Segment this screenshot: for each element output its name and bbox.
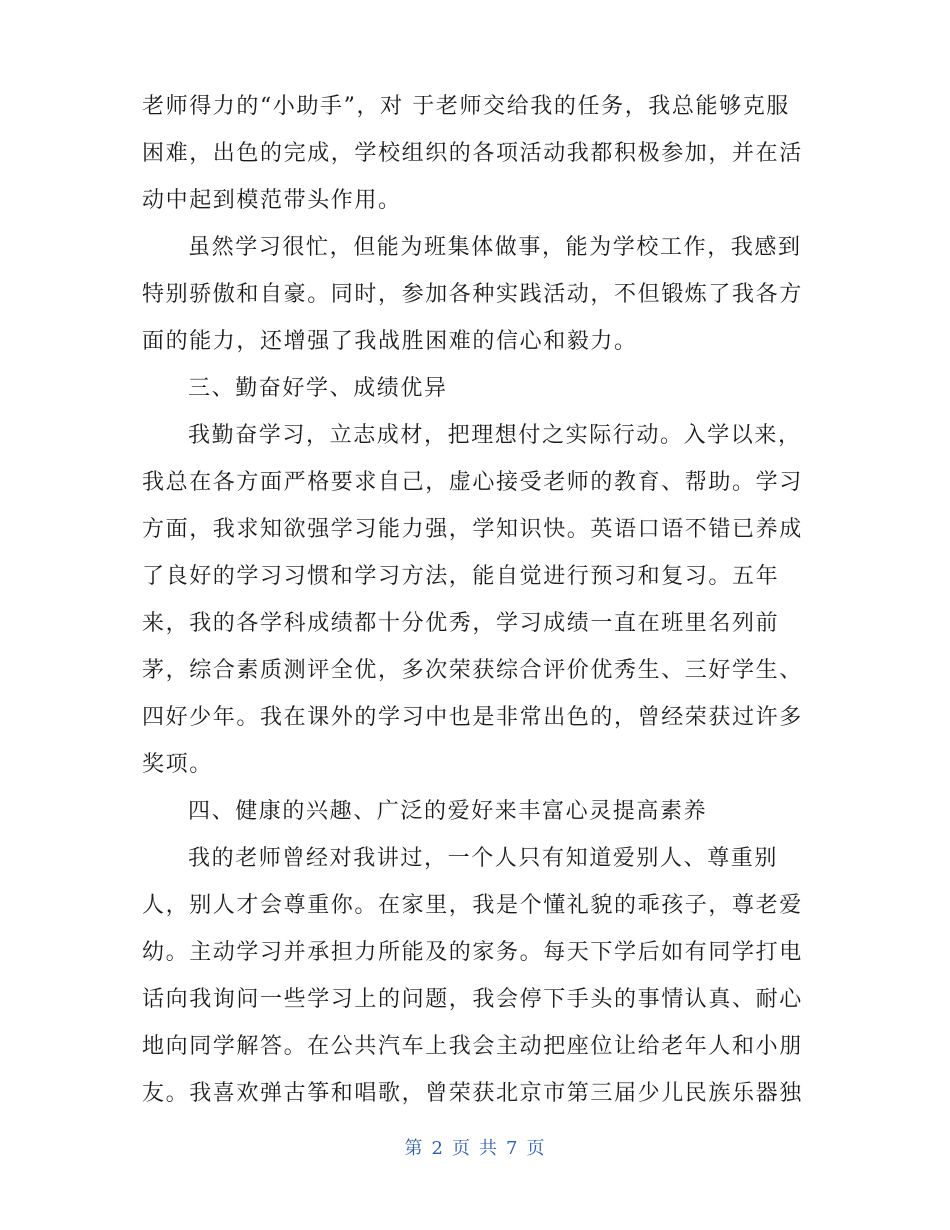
body-line: 奖项。 (142, 752, 213, 777)
page-number-footer (0, 1134, 950, 1160)
body-line: 动中起到模范带头作用。 (142, 188, 402, 213)
body-line: 来，我的各学科成绩都十分优秀，学习成绩一直在班里名列前 (142, 611, 780, 636)
paragraph-first-line: 我勤奋学习，立志成材，把理想付之实际行动。入学以来， (188, 423, 802, 448)
body-line: 困难，出色的完成，学校组织的各项活动我都积极参加，并在活 (142, 141, 803, 166)
body-line: 四好少年。我在课外的学习中也是非常出色的，曾经荣获过许多 (142, 705, 803, 730)
footer-prefix: 第 (404, 1138, 424, 1159)
body-line: 老师得力的“小助手”，对 于老师交给我的任务，我总能够克服 (142, 94, 790, 119)
body-line: 面的能力，还增强了我战胜困难的信心和毅力。 (142, 329, 638, 354)
body-line: 了良好的学习习惯和学习方法，能自觉进行预习和复习。五年 (142, 564, 780, 589)
footer-page-word: 页 (452, 1138, 471, 1159)
section-heading: 四、健康的兴趣、广泛的爱好来丰富心灵提高素养 (188, 799, 708, 824)
footer-total-prefix: 共 (479, 1138, 498, 1159)
body-line: 人，别人才会尊重你。在家里，我是个懂礼貌的乖孩子，尊老爱 (142, 893, 803, 918)
paragraph-first-line: 我的老师曾经对我讲过，一个人只有知道爱别人、尊重别 (188, 846, 779, 871)
body-line: 地向同学解答。在公共汽车上我会主动把座位让给老年人和小朋 (142, 1034, 803, 1059)
body-line: 特别骄傲和自豪。同时，参加各种实践活动，不但锻炼了我各方 (142, 282, 803, 307)
footer-suffix: 页 (526, 1138, 546, 1159)
footer-total-pages: 7 (506, 1138, 519, 1159)
body-line: 方面，我求知欲强学习能力强，学知识快。英语口语不错已养成 (142, 517, 803, 542)
body-line: 我总在各方面严格要求自己，虚心接受老师的教育、帮助。学习 (142, 470, 803, 495)
paragraph-first-line: 虽然学习很忙，但能为班集体做事，能为学校工作，我感到 (188, 235, 802, 260)
body-line: 话向我询问一些学习上的问题，我会停下手头的事情认真、耐心 (142, 987, 803, 1012)
body-line: 友。我喜欢弹古筝和唱歌，曾荣获北京市第三届少儿民族乐器独 (142, 1081, 803, 1106)
footer-current-page: 2 (431, 1138, 444, 1159)
section-heading: 三、勤奋好学、成绩优异 (188, 376, 448, 401)
body-line: 幼。主动学习并承担力所能及的家务。每天下学后如有同学打电 (142, 940, 803, 965)
body-line: 茅，综合素质测评全优，多次荣获综合评价优秀生、三好学生、 (142, 658, 803, 683)
